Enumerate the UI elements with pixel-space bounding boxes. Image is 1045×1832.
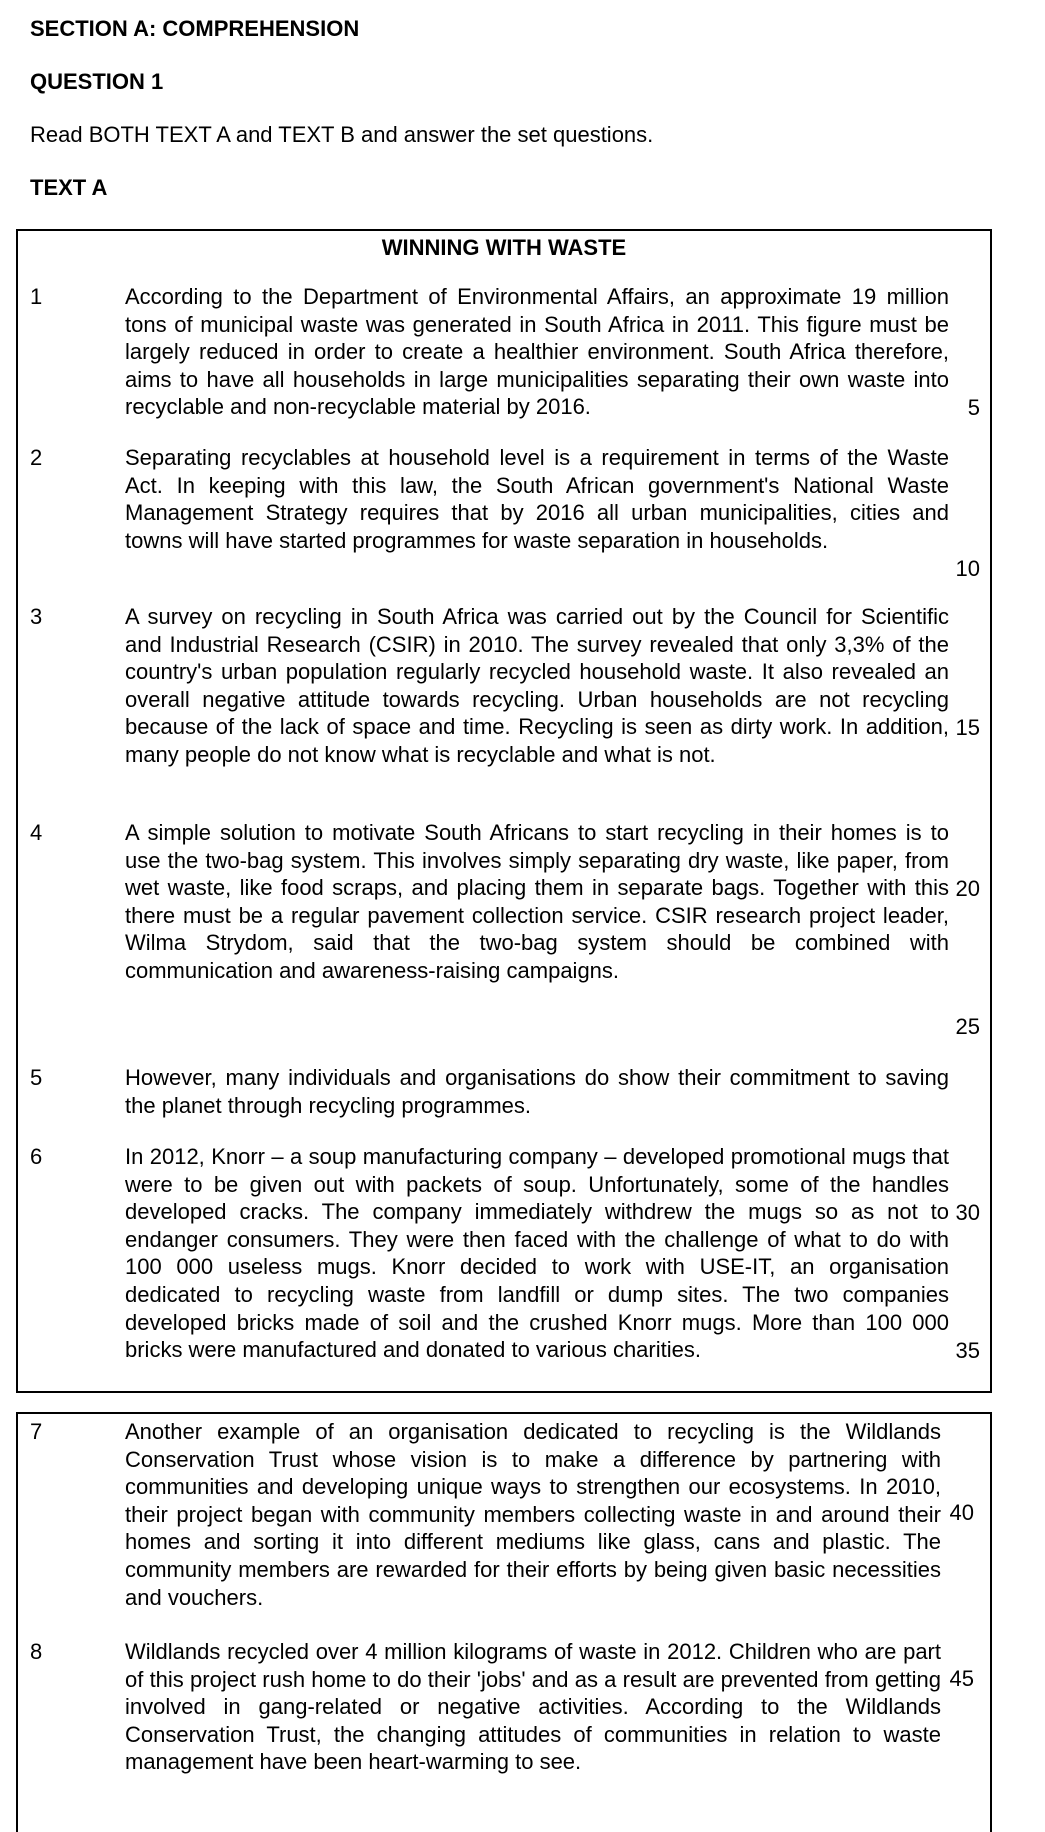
article-box-part-2 (16, 1412, 992, 1832)
article-title: WINNING WITH WASTE (381, 235, 627, 260)
line-number: 25 (955, 1014, 980, 1039)
line-number: 5 (967, 395, 980, 420)
paragraph-number: 7 (30, 1419, 43, 1444)
instruction-text: Read BOTH TEXT A and TEXT B and answer the set questions. (30, 122, 654, 147)
paragraph-number: 2 (30, 445, 43, 470)
paragraph-number: 1 (30, 284, 43, 309)
paragraph-text: A simple solution to motivate South Africans to start recycling in their homes is to use the two-bag system. This involves simply separating dry waste, like paper, from wet waste, like food scraps, and placing them in separate bags. Together with this there must be a regular pavement collection service. CSIR research project leader, Wilma Strydom, said that the two-bag system should be combined with communication and awareness-raising campaigns. (125, 820, 949, 983)
paragraph-text: Wildlands recycled over 4 million kilograms of waste in 2012. Children who are part of this project rush home to do their 'jobs' and as a result are prevented from getting involved in gang-related or negative activities. According to the Wildlands Conservation Trust, the changing attitudes of communities in relation to waste management have been heart-warming to see. (125, 1639, 941, 1775)
section-heading: SECTION A: COMPREHENSION (30, 16, 360, 41)
paragraph-number: 3 (30, 604, 43, 629)
question-heading: QUESTION 1 (30, 69, 164, 94)
paragraph-text: In 2012, Knorr – a soup manufacturing company – developed promotional mugs that were to be given out with packets of soup. Unfortunately, some of the handles developed cracks. The company immediately withdrew the mugs so as not to endanger consumers. They were then faced with the challenge of what to do with 100 000 useless mugs. Knorr decided to work with USE-IT, an organisation dedicated to recycling waste from landfill or dump sites. The two companies developed bricks made of soil and the crushed Knorr mugs. More than 100 000 bricks were manufactured and donated to various charities. (125, 1144, 949, 1363)
paragraph-number: 8 (30, 1639, 43, 1664)
paragraph-text: A survey on recycling in South Africa was carried out by the Council for Scientific and Industrial Research (CSIR) in 2010. The survey revealed that only 3,3% of the country's urban population regularly recycled household waste. It also revealed an overall negative attitude towards recycling. Urban households are not recycling because of the lack of space and time. Recycling is seen as dirty work. In addition, many people do not know what is recyclable and what is not. (125, 604, 949, 767)
paragraph-number: 5 (30, 1065, 43, 1090)
text-label: TEXT A (30, 175, 108, 200)
line-number: 35 (955, 1338, 980, 1363)
paragraph-text: According to the Department of Environmental Affairs, an approximate 19 million tons of municipal waste was generated in South Africa in 2011. This figure must be largely reduced in order to create a healthier environment. South Africa therefore, aims to have all households in large municipalities separating their own waste into recyclable and non-recyclable material by 2016. (125, 284, 949, 420)
article-box-part-1 (16, 229, 992, 1393)
paragraph-text: Another example of an organisation dedicated to recycling is the Wildlands Conservation Trust whose vision is to make a difference by partnering with communities and developing unique ways to strengthen our ecosystems. In 2010, their project began with community members collecting waste in and around their homes and sorting it into different mediums like glass, cans and plastic. The community members are rewarded for their efforts by being given basic necessities and vouchers. (125, 1419, 941, 1610)
line-number: 40 (949, 1500, 974, 1525)
line-number: 10 (955, 556, 980, 581)
paragraph-text: However, many individuals and organisations do show their commitment to saving the planet through recycling programmes. (125, 1065, 949, 1118)
line-number: 20 (955, 876, 980, 901)
paragraph-number: 4 (30, 820, 43, 845)
paragraph-number: 6 (30, 1144, 43, 1169)
line-number: 45 (949, 1666, 974, 1691)
paragraph-text: Separating recyclables at household level is a requirement in terms of the Waste Act. In keeping with this law, the South African government's National Waste Management Strategy requires that by 2016 all urban municipalities, cities and towns will have started programmes for waste separation in households. (125, 445, 949, 553)
line-number: 15 (955, 715, 980, 740)
line-number: 30 (955, 1200, 980, 1225)
